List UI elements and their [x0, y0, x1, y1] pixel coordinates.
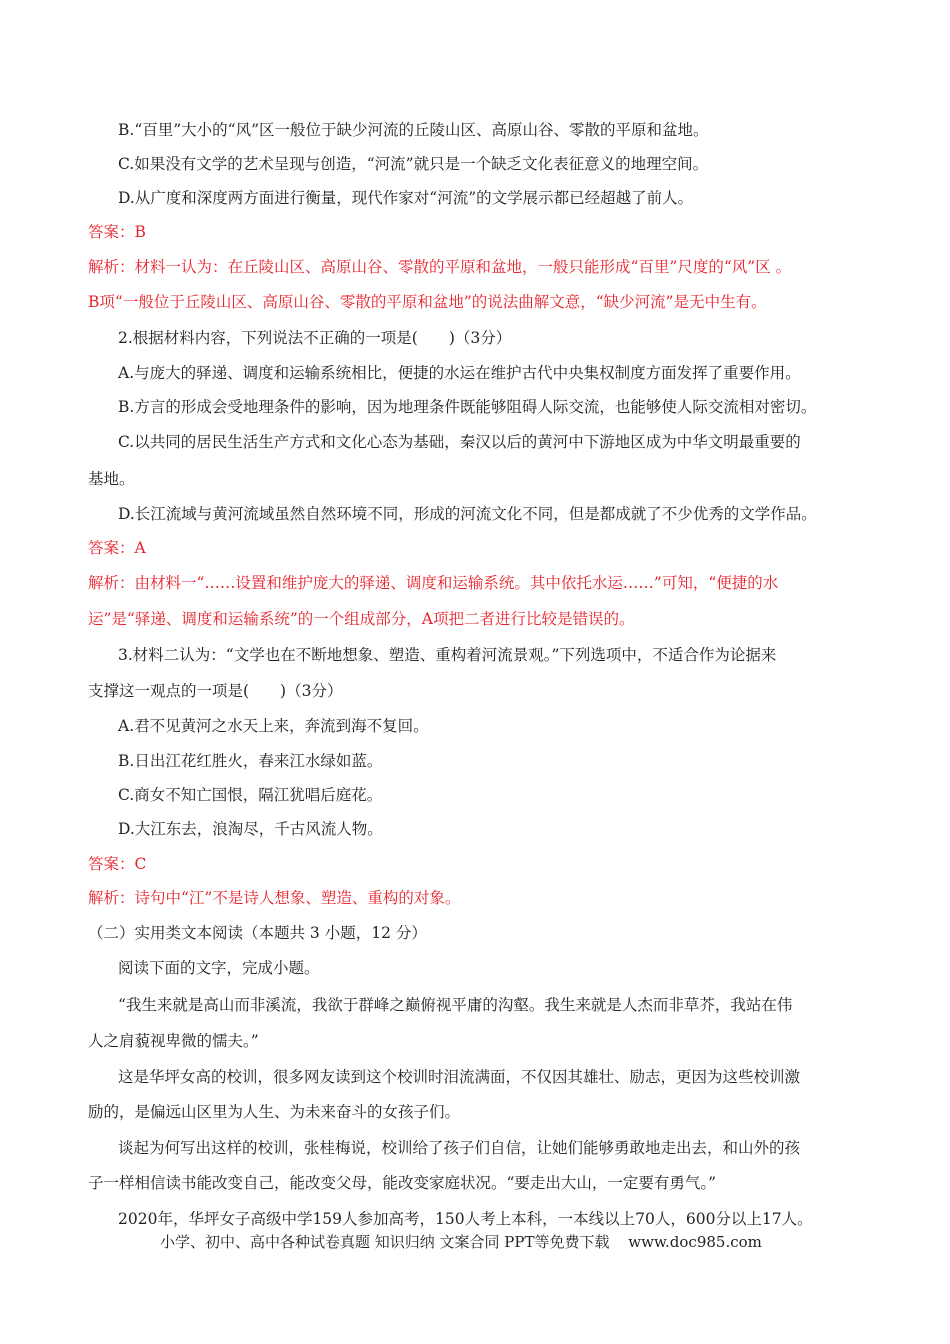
- analysis-q3: 解析：诗句中“江”不是诗人想象、塑造、重构的对象。: [88, 889, 461, 907]
- paragraph-1-line1: 这是华坪女高的校训，很多网友读到这个校训时泪流满面，不仅因其雄壮、励志，更因为这些校训激: [118, 1068, 801, 1086]
- option-b-q1: B.“百里”大小的“风”区一般位于缺少河流的丘陵山区、高原山谷、零散的平原和盆地。: [118, 121, 709, 139]
- motto-line2: 人之肩藐视卑微的懦夫。”: [88, 1032, 259, 1050]
- option-c-q2-line2: 基地。: [88, 470, 135, 488]
- analysis-q1-line2: B项“一般位于丘陵山区、高原山谷、零散的平原和盆地”的说法曲解文意，“缺少河流”是无中生有。: [88, 293, 767, 311]
- option-b-q3: B.日出江花红胜火，春来江水绿如蓝。: [118, 752, 383, 770]
- option-c-q2-line1: C.以共同的居民生活生产方式和文化心态为基础，秦汉以后的黄河中下游地区成为中华文明最重要的: [118, 433, 801, 451]
- analysis-q2-line1: 解析：由材料一“……设置和维护庞大的驿递、调度和运输系统。其中依托水运……”可知，“便捷的水: [88, 574, 779, 592]
- option-b-q2: B.方言的形成会受地理条件的影响，因为地理条件既能够阻碍人际交流，也能够使人际交流相对密切。: [118, 398, 817, 416]
- answer-q3: 答案：C: [88, 855, 147, 873]
- analysis-q2-line2: 运”是“驿递、调度和运输系统”的一个组成部分，A项把二者进行比较是错误的。: [88, 610, 635, 628]
- question-3-line1: 3.材料二认为：“文学也在不断地想象、塑造、重构着河流景观。”下列选项中，不适合作为论据来: [118, 646, 777, 664]
- option-d-q1: D.从广度和深度两方面进行衡量，现代作家对“河流”的文学展示都已经超越了前人。: [118, 189, 694, 207]
- option-a-q2: A.与庞大的驿递、调度和运输系统相比，便捷的水运在维护古代中央集权制度方面发挥了重要作用。: [118, 364, 801, 382]
- motto-line1: “我生来就是高山而非溪流，我欲于群峰之巅俯视平庸的沟壑。我生来就是人杰而非草芥，我站在伟: [118, 996, 793, 1014]
- option-a-q3: A.君不见黄河之水天上来，奔流到海不复回。: [118, 717, 429, 735]
- paragraph-2-line1: 谈起为何写出这样的校训，张桂梅说，校训给了孩子们自信，让她们能够勇敢地走出去，和山外的孩: [118, 1139, 801, 1157]
- paragraph-1-line2: 励的，是偏远山区里为人生、为未来奋斗的女孩子们。: [88, 1103, 461, 1121]
- answer-q2: 答案：A: [88, 539, 146, 557]
- question-2: 2.根据材料内容，下列说法不正确的一项是( )（3分）: [118, 329, 512, 347]
- option-d-q3: D.大江东去，浪淘尽，千古风流人物。: [118, 820, 383, 838]
- paragraph-3: 2020年，华坪女子高级中学159人参加高考，150人考上本科，一本线以上70人，600分以上17人。: [118, 1210, 813, 1228]
- paragraph-2-line2: 子一样相信读书能改变自己，能改变父母，能改变家庭状况。“要走出大山，一定要有勇气。”: [88, 1174, 717, 1192]
- option-d-q2: D.长江流域与黄河流域虽然自然环境不同，形成的河流文化不同，但是都成就了不少优秀的文学作品。: [118, 505, 817, 523]
- question-3-line2: 支撑这一观点的一项是( )（3分）: [88, 682, 343, 700]
- section-heading: （二）实用类文本阅读（本题共 3 小题，12 分）: [88, 924, 427, 942]
- footer-text: 小学、初中、高中各种试卷真题 知识归纳 文案合同 PPT等免费下载: [160, 1233, 610, 1251]
- page-footer: [160, 1231, 762, 1252]
- footer-url: www.doc985.com: [628, 1233, 762, 1251]
- option-c-q1: C.如果没有文学的艺术呈现与创造，“河流”就只是一个缺乏文化表征意义的地理空间。: [118, 155, 709, 173]
- option-c-q3: C.商女不知亡国恨，隔江犹唱后庭花。: [118, 786, 383, 804]
- answer-q1: 答案：B: [88, 223, 146, 241]
- analysis-q1-line1: 解析：材料一认为：在丘陵山区、高原山谷、零散的平原和盆地，一般只能形成“百里”尺度的“风”区 。: [88, 258, 792, 276]
- reading-instruction: 阅读下面的文字，完成小题。: [118, 959, 320, 977]
